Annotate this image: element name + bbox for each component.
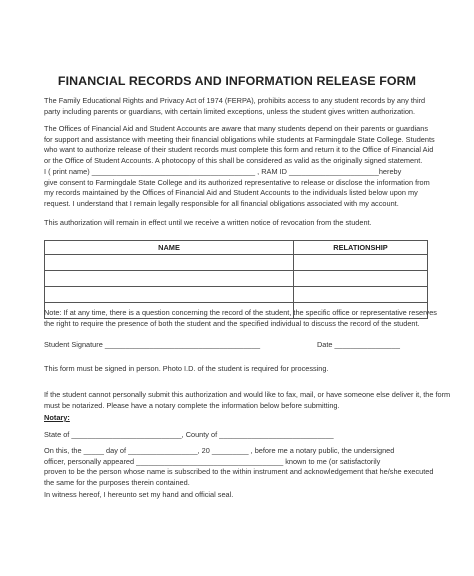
name-cell[interactable] [45, 287, 294, 303]
consent-line: my records maintained by the Offices of Financial Aid and Student Accounts to the individuals listed below upon my [44, 188, 418, 197]
table-row [45, 271, 428, 287]
consent-paragraph [44, 167, 444, 209]
state-county-field[interactable]: State of ___________________________, County of ____________________________ [44, 430, 334, 439]
in-person-paragraph [44, 364, 444, 375]
signature-row [44, 340, 454, 349]
table-row [45, 287, 428, 303]
name-cell[interactable] [45, 271, 294, 287]
notary-heading: Notary: [44, 413, 70, 422]
ferpa-paragraph [44, 96, 444, 117]
relationship-cell[interactable] [294, 287, 428, 303]
offices-line: for support and assistance with meeting their financial obligations while students at Farmingdale State College. Students [44, 134, 435, 144]
witness-line: In witness hereof, I hereunto set my hand and official seal. [44, 490, 234, 499]
name-cell[interactable] [45, 255, 294, 271]
offices-line: or the Office of Student Accounts. A photocopy of this shall be considered as valid as the originally signed statement. [44, 155, 423, 165]
notary-line-day-date[interactable]: On this, the _____ day of _________________, 20 _________ , before me a notary public, the undersigned [44, 446, 395, 455]
authorization-paragraph [44, 218, 444, 229]
form-title: FINANCIAL RECORDS AND INFORMATION RELEASE FORM [57, 74, 417, 88]
table-header-row [45, 241, 428, 255]
note-line: the right to require the presence of both the student and the specified individual to discuss the record of the student. [44, 318, 420, 328]
offices-line: The Offices of Financial Aid and Student Accounts are aware that many students depend on their parents or guardians [44, 124, 429, 133]
name-column-header: NAME [45, 241, 294, 255]
notary-line: the same for the purposes therein contained. [44, 477, 190, 487]
date-field[interactable]: Date ________________ [317, 340, 400, 349]
ferpa-line: party including parents or guardians, with certain limited exceptions, unless the student gives written authorization. [44, 106, 416, 116]
notary-paragraph [44, 446, 444, 488]
relationship-cell[interactable] [294, 255, 428, 271]
note-line: Note: If at any time, there is a question concerning the record of the student, the specific office or representative reserves [44, 308, 437, 317]
state-county-paragraph [44, 430, 444, 441]
note-paragraph [44, 308, 444, 329]
notary-line: proven to be the person whose name is subscribed to the within instrument and acknowledgement that he/she executed [44, 467, 434, 476]
offices-paragraph [44, 124, 444, 166]
student-signature-field[interactable]: Student Signature ______________________________________ [44, 340, 261, 349]
offices-line: who want to authorize release of their student records must complete this form and return it to the Office of Financial Aid [44, 145, 434, 154]
relationship-column-header: RELATIONSHIP [294, 241, 428, 255]
consent-line: request. I understand that I remain legally responsible for all financial obligations associated with my account. [44, 198, 399, 208]
notary-line-appeared[interactable]: officer, personally appeared ____________________________________ known to me (or satisfactorily [44, 456, 381, 466]
table-row [45, 255, 428, 271]
consent-line-name-ram-id[interactable]: I ( print name) ________________________________________ , RAM ID ______________________hereby [44, 167, 402, 176]
notarize-line: must be notarized. Please have a notary complete the information below before submitting. [44, 400, 340, 410]
consent-line: give consent to Farmingdale State College and its authorized representative to release or disclose the information from [44, 177, 430, 187]
notarize-line: If the student cannot personally submit this authorization and would like to fax, mail, or have someone else deliver it, the form [44, 390, 451, 399]
witness-paragraph [44, 490, 444, 501]
ferpa-line: The Family Educational Rights and Privacy Act of 1974 (FERPA), prohibits access to any student records by any third [44, 96, 426, 105]
in-person-line: This form must be signed in person. Photo I.D. of the student is required for processing. [44, 364, 329, 373]
authorization-line: This authorization will remain in effect until we receive a written notice of revocation from the student. [44, 218, 372, 227]
relationship-cell[interactable] [294, 271, 428, 287]
notarize-paragraph [44, 390, 451, 411]
